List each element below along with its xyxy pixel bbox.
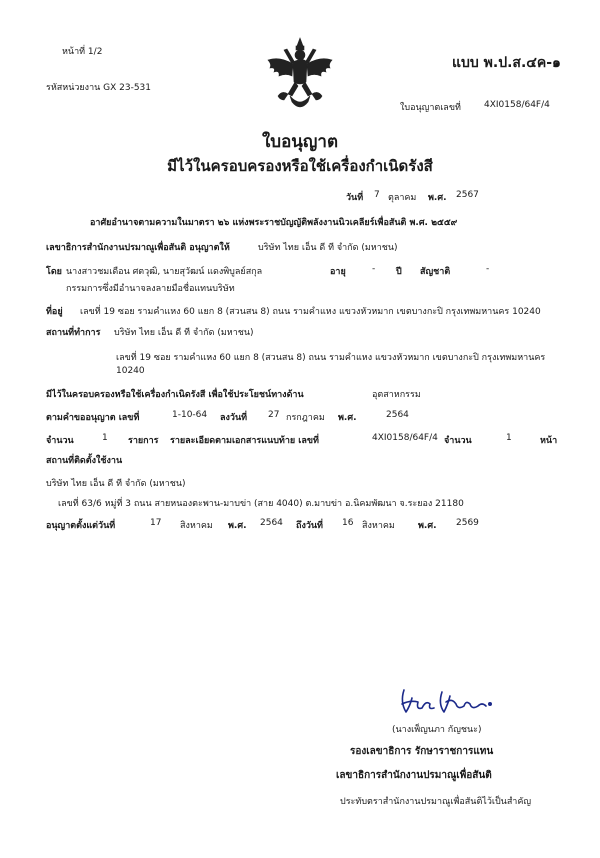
- request-date-day: 27: [268, 410, 280, 420]
- issue-date-year: 2567: [456, 190, 479, 200]
- page-count: 1: [506, 433, 512, 443]
- license-number-label: ใบอนุญาตเลขที่: [400, 103, 461, 113]
- seal-note: ประทับตราสำนักงานปรมาณูเพื่อสันติไว้เป็นสำคัญ: [340, 797, 532, 807]
- issue-date-era: พ.ศ.: [428, 193, 447, 203]
- valid-from-month: สิงหาคม: [180, 521, 213, 531]
- valid-to-label: ถึงวันที่: [296, 521, 323, 531]
- request-date-label: ลงวันที่: [220, 413, 248, 423]
- purpose-value: อุตสาหกรรม: [372, 390, 421, 400]
- age-label: อายุ: [330, 267, 346, 277]
- handwritten-signature: [380, 682, 500, 718]
- address-value: เลขที่ 19 ซอย รามคำแหง 60 แยก 8 (สวนสน 8) ถนน รามคำแหง แขวงหัวหมาก เขตบางกะปิ กรุงเทพมหานคร 10240: [80, 307, 541, 317]
- licensee-name: บริษัท ไทย เอ็น ดี ที จำกัด (มหาชน): [258, 243, 398, 253]
- item-count-unit: รายการ: [128, 436, 159, 446]
- workplace-label: สถานที่ทำการ: [46, 328, 101, 338]
- nationality-label: สัญชาติ: [420, 267, 451, 277]
- issue-date-day: 7: [374, 190, 380, 200]
- page-number: หน้าที่ 1/2: [62, 47, 103, 57]
- signer-position-2: เลขาธิการสำนักงานปรมาณูเพื่อสันติ: [336, 770, 492, 781]
- authority-statement: อาศัยอำนาจตามความในมาตรา ๒๖ แห่งพระราชบัญญัติพลังงานนิวเคลียร์เพื่อสันติ พ.ศ. ๒๕๕๙: [90, 218, 458, 228]
- valid-to-era: พ.ศ.: [418, 521, 437, 531]
- request-date-year: 2564: [386, 410, 409, 420]
- purpose-label: มีไว้ในครอบครองหรือใช้เครื่องกำเนิดรังสี เพื่อใช้ประโยชน์ทางด้าน: [46, 390, 304, 400]
- valid-from-label: อนุญาตตั้งแต่วันที่: [46, 521, 116, 531]
- install-site-label: สถานที่ติดตั้งใช้งาน: [46, 456, 123, 466]
- count-label: จำนวน: [46, 436, 74, 446]
- install-site-address: เลขที่ 63/6 หมู่ที่ 3 ถนน สายหนองตะพาน-มาบข่า (สาย 4040) ต.มาบข่า อ.นิคมพัฒนา จ.ระยอง 21180: [58, 499, 464, 509]
- workplace-address-line2: 10240: [116, 366, 145, 376]
- nationality-value: -: [486, 264, 490, 274]
- issue-date-month: ตุลาคม: [388, 193, 417, 203]
- valid-to-year: 2569: [456, 518, 479, 528]
- unit-code: รหัสหน่วยงาน GX 23-531: [46, 83, 152, 93]
- page-count-label: จำนวน: [444, 436, 472, 446]
- document-subtitle: มีไว้ในครอบครองหรือใช้เครื่องกำเนิดรังสี: [167, 157, 433, 175]
- issue-date-label: วันที่: [346, 193, 364, 203]
- grantor-label: เลขาธิการสำนักงานปรมาณูเพื่อสันติ อนุญาตให้: [46, 243, 230, 253]
- item-count: 1: [102, 433, 108, 443]
- director-names: นางสาวชมเดือน ศตวุฒิ, นายสุวัฒน์ แดงพิบูลย์สกุล: [66, 267, 263, 277]
- request-number-label: ตามคำขออนุญาต เลขที่: [46, 413, 140, 423]
- page-count-unit: หน้า: [540, 436, 558, 446]
- signer-position-1: รองเลขาธิการ รักษาราชการแทน: [350, 746, 494, 757]
- attachment-number: 4XI0158/64F/4: [372, 433, 438, 443]
- request-number: 1-10-64: [172, 410, 208, 420]
- license-number: 4XI0158/64F/4: [484, 100, 550, 110]
- age-value: -: [372, 264, 376, 274]
- valid-to-day: 16: [342, 518, 354, 528]
- attachment-label: รายละเอียดตามเอกสารแนบท้าย เลขที่: [170, 436, 319, 446]
- document-title: ใบอนุญาต: [262, 132, 338, 152]
- valid-from-year: 2564: [260, 518, 283, 528]
- director-role: กรรมการซึ่งมีอำนาจลงลายมือชื่อแทนบริษัท: [66, 284, 235, 294]
- workplace-name: บริษัท ไทย เอ็น ดี ที จำกัด (มหาชน): [114, 328, 254, 338]
- valid-to-month: สิงหาคม: [362, 521, 395, 531]
- install-site-name: บริษัท ไทย เอ็น ดี ที จำกัด (มหาชน): [46, 479, 186, 489]
- request-date-month: กรกฎาคม: [286, 413, 325, 423]
- address-label: ที่อยู่: [46, 307, 63, 317]
- signer-name: (นางเพ็ญนภา กัญชนะ): [392, 725, 482, 735]
- request-date-era: พ.ศ.: [338, 413, 357, 423]
- valid-from-day: 17: [150, 518, 162, 528]
- workplace-address-line1: เลขที่ 19 ซอย รามคำแหง 60 แยก 8 (สวนสน 8) ถนน รามคำแหง แขวงหัวหมาก เขตบางกะปิ กรุงเทพมหานคร: [116, 353, 546, 363]
- by-label: โดย: [46, 267, 62, 277]
- age-unit: ปี: [396, 267, 402, 277]
- form-number: แบบ พ.ป.ส.๔ค-๑: [452, 55, 561, 71]
- valid-from-era: พ.ศ.: [228, 521, 247, 531]
- garuda-emblem-icon: [262, 34, 338, 114]
